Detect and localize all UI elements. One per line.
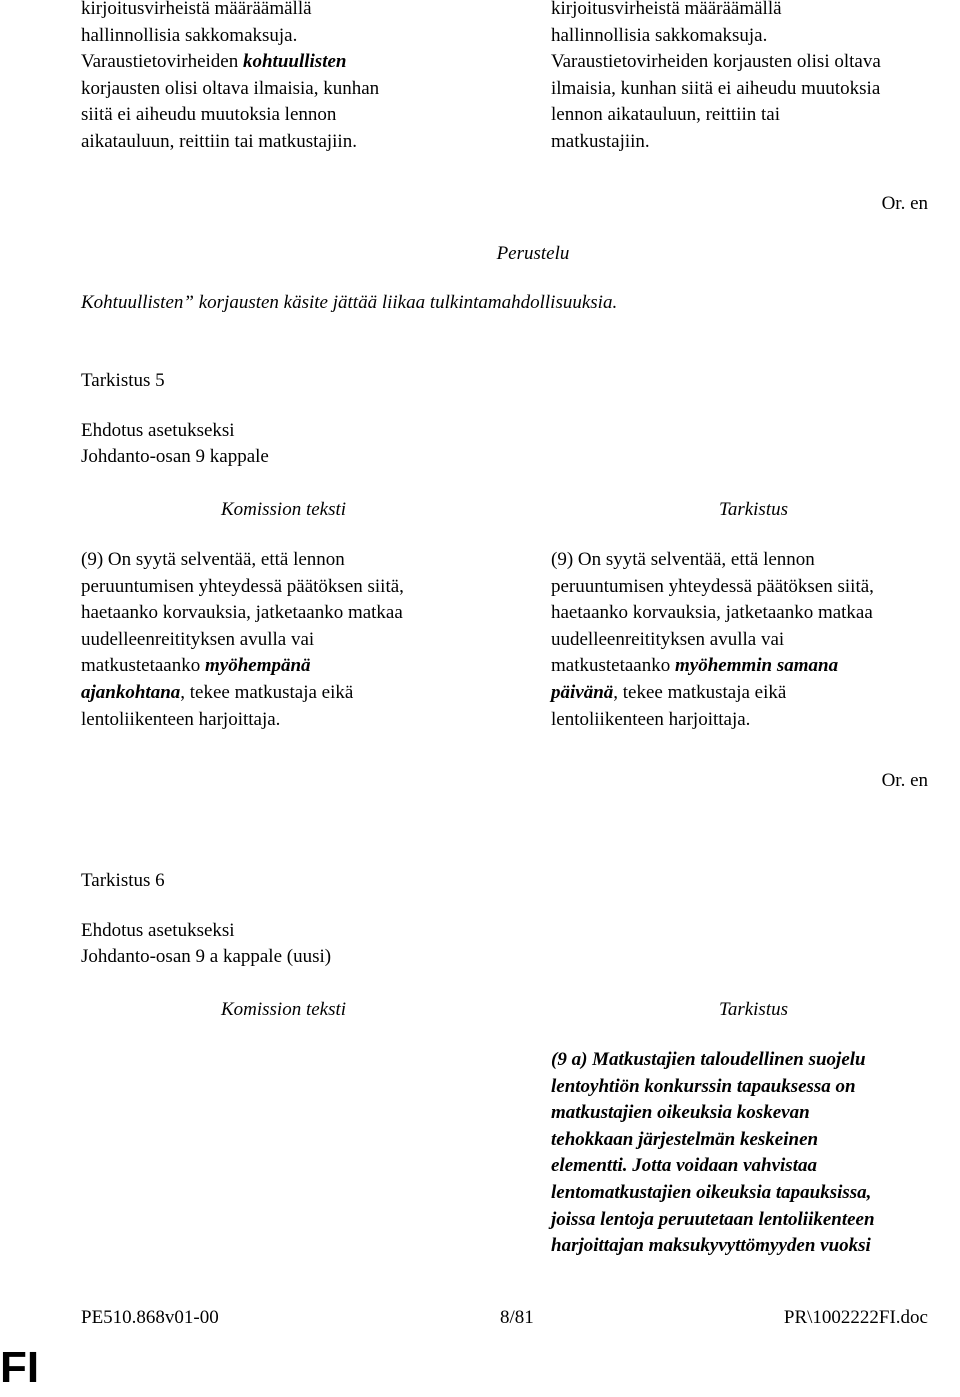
perustelu-text — [81, 290, 617, 317]
text-line: Varaustietovirheiden — [81, 51, 243, 73]
amendment-header-6: Tarkistus — [719, 999, 788, 1020]
language-code: FI — [0, 1343, 40, 1392]
text-line: matkustetaanko — [551, 655, 675, 677]
text-line: kirjoitusvirheistä määräämällä — [81, 0, 312, 19]
justification-text: Kohtuullisten” korjausten käsite jättää liikaa tulkintamahdollisuuksia. — [81, 292, 618, 313]
amendment-text-5 — [551, 547, 956, 733]
text-line: , tekee matkustaja eikä — [613, 681, 787, 703]
amendment-title-5 — [81, 368, 165, 395]
text-line: peruuntumisen yhteydessä päätöksen siitä, — [551, 575, 874, 597]
top-right-column: kirjoitusvirheistä määräämällä hallinnollisia sakkomaksuja. Varaustietovirheiden korjausten olisi oltava ilmaisia, kunhan siitä ei aiheudu muutoksia lennon aikatauluun, reittiin tai matkustajiin. — [551, 0, 881, 152]
text-line: (9) On syytä selventää, että lennon — [551, 549, 815, 570]
amendment-title-6 — [81, 868, 165, 895]
or-en-label: Or. en — [881, 770, 928, 791]
top-left-column — [81, 0, 486, 156]
text-line: matkustetaanko — [81, 655, 205, 677]
amendment-label: Tarkistus — [81, 870, 151, 891]
amendment-number: 6 — [155, 870, 165, 891]
text-line: uudelleenreitityksen avulla vai — [81, 628, 315, 650]
amendment-number: 5 — [155, 370, 165, 391]
perustelu-title — [0, 241, 960, 268]
emphasis-text: myöhempänä — [205, 655, 311, 677]
text-line: (9) On syytä selventää, että lennon — [81, 549, 345, 570]
footer-filename: PR\1002222FI.doc — [783, 1307, 928, 1328]
text-line: haetaanko korvauksia, jatketaanko matkaa — [551, 602, 873, 624]
heading-text: Perustelu — [496, 243, 570, 264]
amendment-text-6: (9 a) Matkustajien taloudellinen suojelu lentoyhtiön konkurssin tapauksessa on matkustajien oikeuksia koskevan tehokkaan järjestelmän keskeinen elementti. Jotta voidaan vahvistaa lentomatkustajien oikeuksia tapauksissa, joissa lentoja peruutetaan lentoliikenteen harjoittajan maksukyvyttömyyden vuoksi — [551, 1049, 875, 1257]
section-label-6: Johdanto-osan 9 a kappale (uusi) — [81, 946, 332, 967]
text-line: siitä ei aiheudu muutoksia lennon — [81, 104, 337, 126]
emphasis-text: kohtuullisten — [242, 51, 347, 73]
section-label-5: Johdanto-osan 9 kappale — [81, 446, 269, 467]
text-line: hallinnollisia sakkomaksuja. — [81, 24, 298, 46]
text-line: , tekee matkustaja eikä — [180, 681, 354, 703]
text-line: haetaanko korvauksia, jatketaanko matkaa — [81, 602, 403, 624]
emphasis-text: myöhemmin samana — [675, 655, 839, 677]
text-line: aikatauluun, reittiin tai matkustajiin. — [81, 130, 357, 152]
commission-text-header-5: Komission teksti — [220, 499, 347, 520]
text-line: korjausten olisi oltava ilmaisia, kunhan — [81, 77, 380, 99]
proposal-label-6: Ehdotus asetukseksi — [81, 920, 235, 941]
footer-document-id: PE510.868v01-00 — [81, 1307, 219, 1328]
amendment-header-5: Tarkistus — [719, 499, 788, 520]
commission-text-5 — [81, 547, 486, 733]
emphasis-text: päivänä — [551, 681, 614, 703]
commission-text-header-6: Komission teksti — [220, 999, 347, 1020]
text-line: lentoliikenteen harjoittaja. — [81, 708, 281, 730]
text-line: lentoliikenteen harjoittaja. — [551, 708, 751, 730]
emphasis-text: ajankohtana — [81, 681, 181, 703]
text-line: uudelleenreitityksen avulla vai — [551, 628, 785, 650]
proposal-label-5: Ehdotus asetukseksi — [81, 420, 235, 441]
footer-page-number: 8/81 — [500, 1307, 534, 1328]
text-line: peruuntumisen yhteydessä päätöksen siitä, — [81, 575, 404, 597]
or-en-label: Or. en — [881, 193, 928, 214]
amendment-label: Tarkistus — [81, 370, 151, 391]
